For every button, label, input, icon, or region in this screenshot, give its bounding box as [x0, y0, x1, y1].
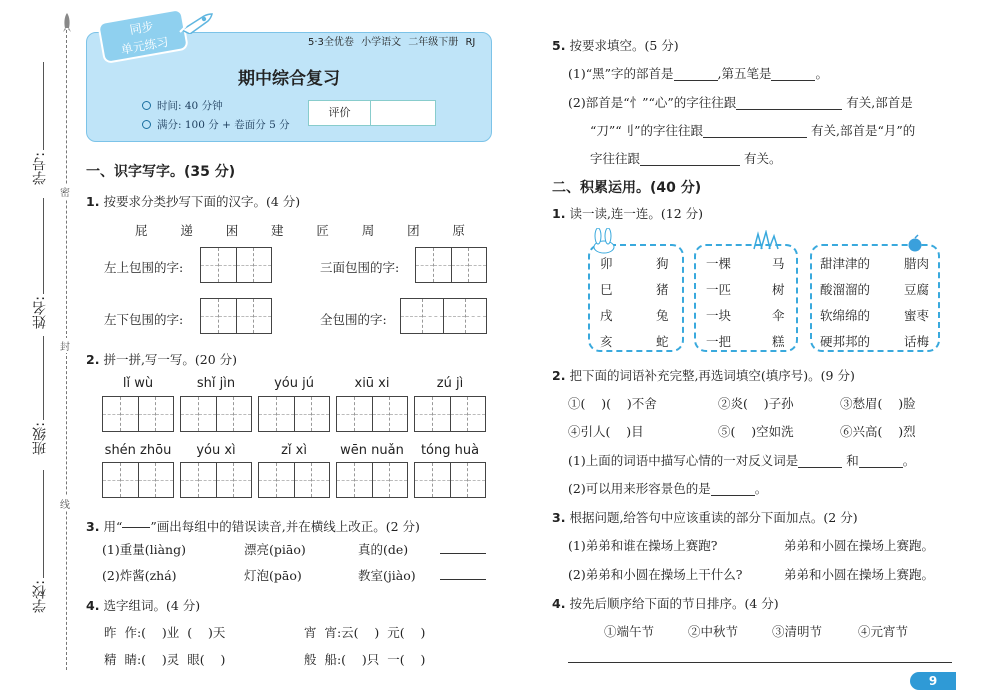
word-choice-item[interactable]: 昨 作:( )业 ( )天 [104, 625, 226, 640]
festival-item: ②中秋节 [688, 624, 739, 639]
festival-item: ③清明节 [772, 624, 823, 639]
pinyin-label: lǐ wù [122, 376, 154, 391]
name-line[interactable] [43, 198, 44, 294]
reading-item: (2)炸酱(zhá) [102, 568, 177, 583]
idiom-item[interactable]: ④引人( )目 [568, 424, 644, 439]
check-circle-icon [142, 120, 151, 129]
char-item: 递 [180, 223, 193, 238]
student-number-label: 学号: [32, 152, 48, 185]
seal-char-mi: 密 [60, 184, 70, 199]
school-line[interactable] [43, 470, 44, 578]
category-label: 左下包围的字: [104, 312, 184, 327]
rocket-small-icon [61, 12, 73, 34]
answer-blank[interactable] [798, 454, 842, 468]
grade-box [308, 100, 436, 126]
char-item: 屁 [135, 223, 148, 238]
grade-label: 评价 [309, 101, 371, 125]
pinyin-writing-grid[interactable] [180, 462, 252, 498]
s1-q4-prompt: 4. 选字组词。(4 分) [86, 598, 201, 613]
class-label: 班级: [32, 422, 48, 455]
s1-q5-prompt: 5. 按要求填空。(5 分) [552, 38, 679, 53]
idiom-subquestion-2: (2)可以用来形容景色的是 。 [568, 481, 768, 496]
answer-blank[interactable] [703, 124, 807, 138]
clock-icon [142, 101, 151, 110]
pinyin-writing-grid[interactable] [414, 462, 486, 498]
festival-item: ①端午节 [604, 624, 655, 639]
pinyin-label: tóng huà [420, 443, 480, 458]
pinyin-writing-grid[interactable] [258, 462, 330, 498]
name-label: 姓名: [32, 296, 48, 329]
s1-q3-prompt: 3. 用“ ”画出每组中的错误读音,并在横线上改正。(2 分) [86, 514, 420, 535]
match-right-item[interactable]: 糕 [772, 334, 785, 349]
match-right-item[interactable]: 腊肉 [904, 256, 930, 271]
festival-answer-line[interactable] [568, 662, 952, 663]
pinyin-label: xiū xi [354, 376, 390, 391]
answer-blank[interactable] [771, 67, 815, 81]
idiom-item[interactable]: ③愁眉( )脸 [840, 396, 916, 411]
badge-line-1: 同步 [128, 19, 155, 38]
reading-item: 真的(de) [358, 542, 409, 557]
char-item: 团 [407, 223, 420, 238]
match-right-item[interactable]: 蛇 [656, 334, 669, 349]
reading-item: 教室(jiào) [358, 568, 416, 583]
word-choice-item[interactable]: 宵 宵:云( ) 元( ) [304, 625, 426, 640]
char-item: 周 [361, 223, 375, 238]
char-item: 建 [271, 223, 284, 238]
pinyin-label: shǐ jìn [196, 376, 236, 391]
writing-grid[interactable] [200, 247, 272, 283]
idiom-subquestion-1: (1)上面的词语中描写心情的一对反义词是 和 。 [568, 453, 916, 468]
q5-line-2: (2)部首是“忄”“心”的字往往跟 有关,部首是 [568, 95, 913, 110]
match-left-item[interactable]: 一块 [706, 308, 732, 323]
pinyin-label: zǐ xì [281, 443, 307, 458]
pinyin-writing-grid[interactable] [258, 396, 330, 432]
idiom-item[interactable]: ⑥兴高( )烈 [840, 424, 916, 439]
matching-box-zodiac [588, 244, 684, 352]
seal-char-feng: 封 [60, 338, 70, 353]
category-label: 左上包围的字: [104, 260, 184, 275]
match-left-item[interactable]: 甜津津的 [820, 256, 871, 271]
category-label: 三面包围的字: [320, 260, 400, 275]
pinyin-label: yóu xì [196, 443, 236, 458]
char-item: 匠 [316, 223, 329, 238]
answer-blank[interactable] [711, 482, 755, 496]
char-item: 困 [225, 223, 239, 238]
match-left-item[interactable]: 软绵绵的 [820, 308, 871, 323]
pinyin-writing-grid[interactable] [102, 462, 174, 498]
emphasis-answer[interactable]: 弟弟和小圆在操场上赛跑。 [784, 538, 935, 553]
idiom-item[interactable]: ⑤( )空如洗 [718, 424, 794, 439]
emphasis-question: (2)弟弟和小圆在操场上干什么? [568, 567, 743, 582]
student-number-line[interactable] [43, 62, 44, 150]
idiom-item[interactable]: ①( )( )不舍 [568, 396, 657, 411]
badge-line-2: 单元练习 [119, 34, 170, 57]
exam-time: 时间: 40 分钟 [142, 98, 223, 113]
match-right-item[interactable]: 马 [772, 256, 785, 271]
book-series-label: 5·3全优卷 小学语文 二年级下册 RJ [308, 37, 476, 48]
school-label: 学校: [32, 580, 48, 613]
pinyin-writing-grid[interactable] [180, 396, 252, 432]
match-left-item[interactable]: 一棵 [706, 256, 732, 271]
writing-grid[interactable] [415, 247, 487, 283]
word-choice-item[interactable]: 精 睛:( )灵 眼( ) [104, 652, 226, 667]
idiom-item[interactable]: ②炎( )子孙 [718, 396, 794, 411]
seal-char-xian: 线 [60, 496, 70, 511]
writing-grid[interactable] [400, 298, 487, 334]
rabbit-icon [586, 228, 622, 254]
answer-blank[interactable] [640, 152, 740, 166]
match-left-item[interactable]: 戌 [600, 308, 613, 323]
answer-blank[interactable] [674, 67, 718, 81]
match-left-item[interactable]: 一匹 [706, 282, 732, 297]
match-left-item[interactable]: 硬邦邦的 [820, 334, 871, 349]
match-right-item[interactable]: 兔 [656, 308, 669, 323]
section-2-title: 二、积累运用。(40 分) [552, 180, 702, 196]
answer-blank[interactable] [859, 454, 903, 468]
matching-box-measure-words [694, 244, 798, 352]
match-left-item[interactable]: 亥 [600, 334, 613, 349]
match-right-item[interactable]: 猪 [656, 282, 669, 297]
q5-line-1: (1)“黑”字的部首是 ,第五笔是 。 [568, 66, 828, 81]
class-line[interactable] [43, 336, 44, 420]
pinyin-writing-grid[interactable] [336, 462, 408, 498]
match-right-item[interactable]: 话梅 [904, 334, 930, 349]
reading-item: (1)重量(liàng) [102, 542, 186, 557]
match-left-item[interactable]: 卯 [600, 256, 613, 271]
fruit-icon [905, 234, 925, 252]
pinyin-label: shén zhōu [104, 443, 172, 458]
pinyin-writing-grid[interactable] [336, 396, 408, 432]
writing-grid[interactable] [200, 298, 272, 334]
s2-q3-prompt: 3. 根据问题,给答句中应该重读的部分下面加点。(2 分) [552, 510, 858, 525]
emphasis-question: (1)弟弟和谁在操场上赛跑? [568, 538, 718, 553]
reading-item: 漂亮(piāo) [244, 542, 306, 557]
answer-line[interactable] [440, 566, 486, 580]
match-left-item[interactable]: 酸溜溜的 [820, 282, 871, 297]
match-right-item[interactable]: 豆腐 [904, 282, 930, 297]
grade-input[interactable] [372, 101, 435, 125]
match-right-item[interactable]: 狗 [656, 256, 669, 271]
reading-item: 灯泡(pāo) [244, 568, 302, 583]
answer-line[interactable] [440, 540, 486, 554]
matching-box-taste [810, 244, 940, 352]
match-right-item[interactable]: 蜜枣 [904, 308, 930, 323]
s1-q1-char-list [135, 221, 465, 239]
s1-q1-prompt: 1. 按要求分类抄写下面的汉字。(4 分) [86, 194, 301, 209]
pinyin-label: zú jì [436, 376, 464, 391]
s2-q1-prompt: 1. 读一读,连一连。(12 分) [552, 206, 704, 221]
grass-icon [752, 230, 780, 250]
word-choice-item[interactable]: 般 船:( )只 一( ) [304, 652, 426, 667]
category-label: 全包围的字: [320, 312, 387, 327]
char-item: 原 [452, 223, 465, 238]
festival-item: ④元宵节 [858, 624, 909, 639]
underline-sample [122, 514, 150, 528]
section-1-title: 一、识字写字。(35 分) [86, 164, 236, 180]
match-left-item[interactable]: 巳 [600, 282, 613, 297]
pinyin-label: wēn nuǎn [340, 443, 404, 458]
rocket-icon [178, 10, 214, 34]
q5-line-4: 字往往跟 有关。 [590, 151, 782, 166]
answer-blank[interactable] [736, 96, 842, 110]
emphasis-answer[interactable]: 弟弟和小圆在操场上赛跑。 [784, 567, 935, 582]
s2-q4-prompt: 4. 按先后顺序给下面的节日排序。(4 分) [552, 596, 779, 611]
match-right-item[interactable]: 树 [772, 282, 785, 297]
exam-title: 期中综合复习 [238, 69, 340, 89]
pinyin-writing-grid[interactable] [414, 396, 486, 432]
page-number: 9 [910, 672, 956, 690]
match-left-item[interactable]: 一把 [706, 334, 732, 349]
match-right-item[interactable]: 伞 [772, 308, 785, 323]
exam-score: 满分: 100 分 + 卷面分 5 分 [142, 117, 290, 132]
pinyin-writing-grid[interactable] [102, 396, 174, 432]
s1-q2-prompt: 2. 拼一拼,写一写。(20 分) [86, 352, 238, 367]
q5-line-3: “刀”“刂”的字往往跟 有关,部首是“月”的 [590, 123, 916, 138]
pinyin-label: yóu jú [274, 376, 314, 391]
s2-q2-prompt: 2. 把下面的词语补充完整,再选词填空(填序号)。(9 分) [552, 368, 855, 383]
